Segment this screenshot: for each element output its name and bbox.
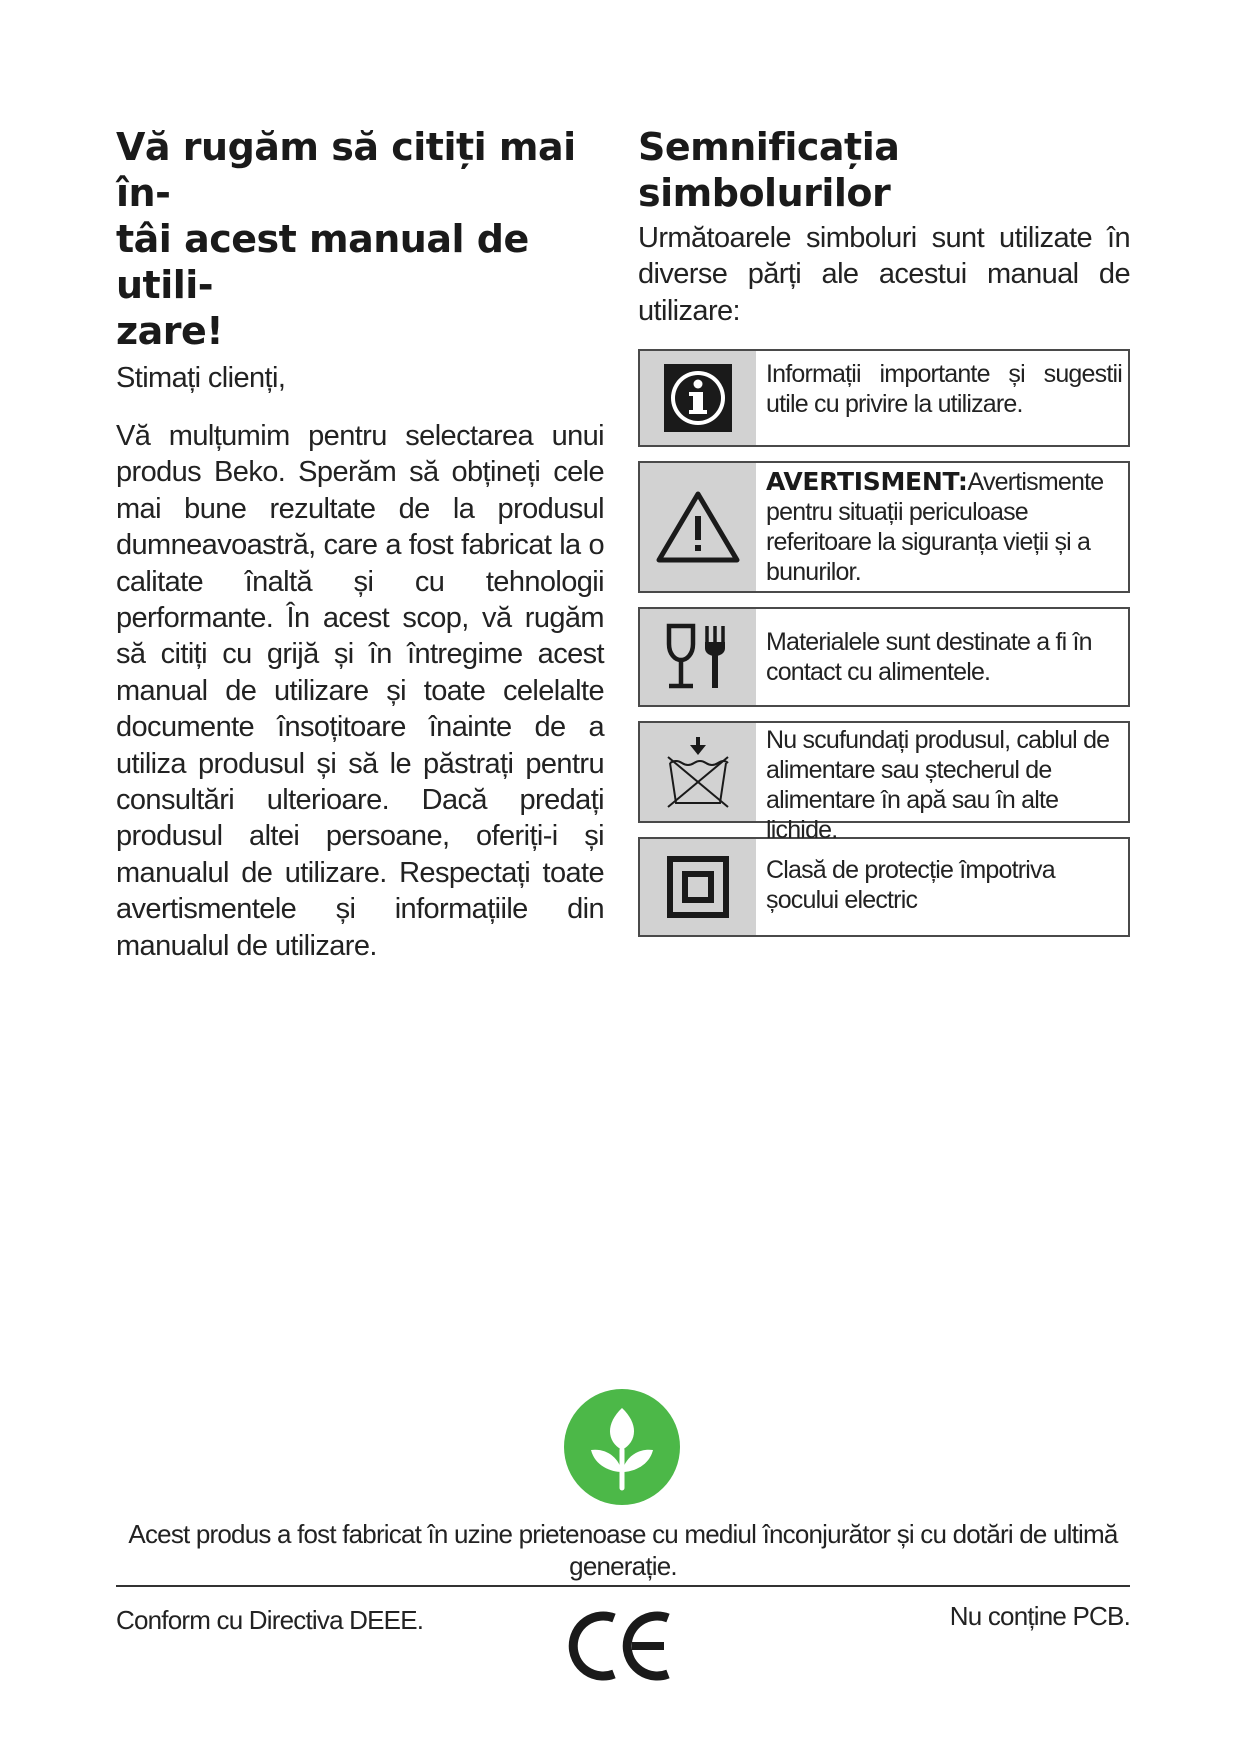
no-immerse-icon [640, 723, 756, 821]
protection-class-icon [640, 839, 756, 935]
pcb-free-note: Nu conține PCB. [949, 1601, 1130, 1631]
symbol-food-contact [638, 607, 1130, 707]
intro-section [116, 124, 604, 964]
symbol-food-contact-text: Materialele sunt destinate a fi în contact cu alimentele. [766, 628, 1092, 687]
footer-divider [116, 1585, 1130, 1587]
symbol-protection-class [638, 837, 1130, 937]
symbol-info [638, 349, 1130, 447]
symbols-intro: Următoarele simboluri sunt utilizate în diverse părți ale acestui manual de utilizare: [638, 222, 1130, 327]
symbols-section [638, 124, 1130, 951]
symbol-no-immerse [638, 721, 1130, 845]
warning-description: Avertismente pentru situații periculoase referitoare la siguranța vieții și a bunurilor. [766, 468, 1104, 587]
greeting: Stimați clienți, [116, 362, 286, 394]
warning-icon [640, 463, 756, 591]
eco-statement: Acest produs a fost fabricat în uzine prietenoase cu mediul înconjurător și cu dotări de ultimă generație. [128, 1519, 1118, 1581]
eco-leaf-icon [563, 1388, 681, 1506]
symbol-warning [638, 461, 1130, 593]
food-contact-icon [640, 609, 756, 705]
intro-body: Vă mulțumim pentru selectarea unui produs Beko. Sperăm să obțineți cele mai bune rezultate de la produsul dumneavoastră, care a fost fabricat la o calitate înaltă și cu tehnologii performante. În acest scop, vă rugăm să citiți cu grijă și în întregime acest manual de utilizare și toate celelalte documente însoțitoare înainte de a utiliza produsul și să le păstrați pentru consultări ulterioare. Dacă predați produsul altei persoane, oferiți-i și manualul de utilizare. Respectați toate avertismentele și informațiile din manualul de utilizare. [116, 420, 604, 962]
warning-label: AVERTISMENT: [766, 467, 968, 497]
symbol-info-text: Informații importante și sugestii utile cu privire la utilizare. [766, 360, 1122, 419]
info-icon [640, 351, 756, 445]
symbol-no-immerse-text: Nu scufundați produsul, cablul de alimentare sau ștecherul de alimentare în apă sau în alte lichide. [766, 726, 1110, 845]
intro-title: Vă rugăm să citiți mai în- tâi acest manual de utili- zare! [116, 125, 576, 353]
symbols-list [638, 349, 1130, 937]
symbol-warning-text [756, 463, 1128, 591]
ce-mark-icon [568, 1608, 674, 1684]
symbols-title: Semnificația simbolurilor [638, 125, 900, 215]
weee-compliance: Conform cu Directiva DEEE. [116, 1605, 424, 1635]
symbol-protection-class-text: Clasă de protecție împotriva șocului electric [766, 856, 1055, 915]
